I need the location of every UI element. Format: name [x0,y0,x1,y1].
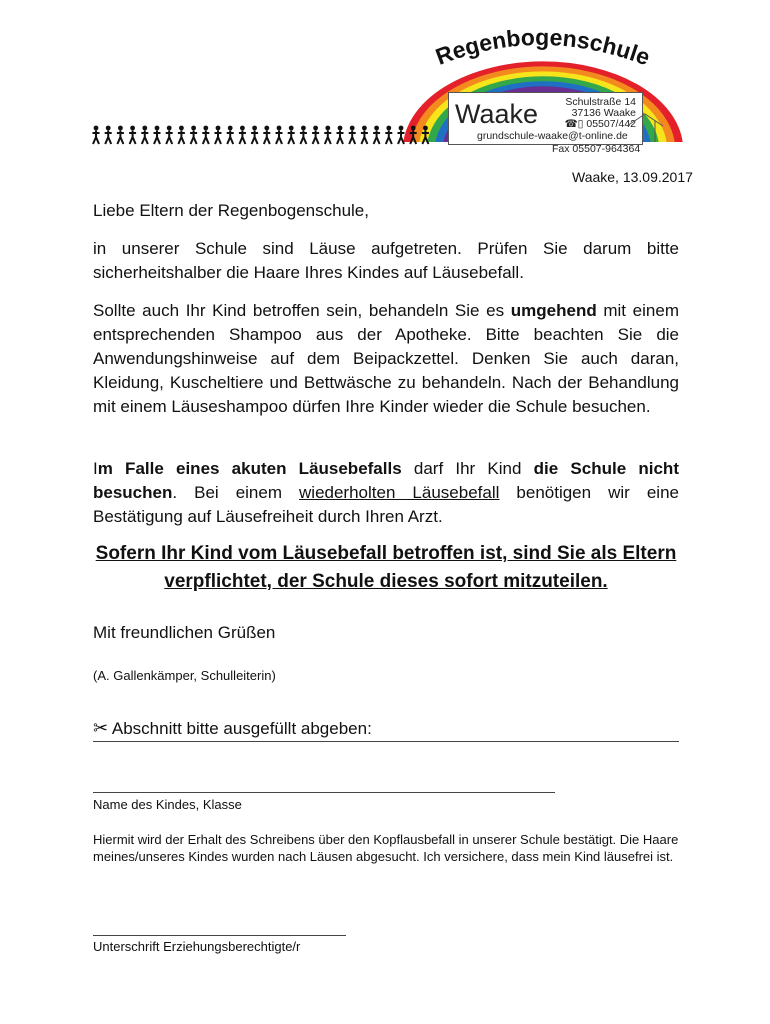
children-row-icon [92,124,437,146]
child-figure-icon [410,126,417,144]
cutoff-divider [93,741,679,742]
greeting: Liebe Eltern der Regenbogenschule, [93,201,369,220]
child-figure-icon [337,126,344,144]
fax: Fax 05507-964364 [552,143,641,155]
para3-text-c: darf Ihr Kind [401,459,534,478]
child-figure-icon [312,126,319,144]
child-figure-icon [215,126,222,144]
child-figure-icon [288,126,295,144]
child-figure-icon [117,126,124,144]
closing: Mit freundlichen Grüßen [93,623,276,642]
para3-text-g: benötigen wir eine Bestätigung auf Läusefreiheit durch Ihren Arzt. [93,483,679,526]
child-figure-icon [141,126,148,144]
confirmation-text: Hiermit wird der Erhalt des Schreibens über den Kopflausbefall in unserer Schule bestätigt. Die Haare meines/unseres Kindes wurden nach Läusen abgesucht. Ich versichere, dass mein Kind läusefrei ist. [93,832,679,864]
signature: (A. Gallenkämper, Schulleiterin) [93,668,276,683]
para3-bold-1: m Falle eines akuten Läusebefalls [97,459,402,478]
paragraph-2 [93,299,679,419]
para3-text-a: I [93,459,98,478]
child-figure-icon [398,126,405,144]
child-figure-icon [154,126,161,144]
child-figure-icon [190,126,197,144]
child-figure-icon [324,126,331,144]
child-figure-icon [239,126,246,144]
child-figure-icon [373,126,380,144]
child-figure-icon [105,126,112,144]
child-figure-icon [422,126,429,144]
para2-bold: umgehend [510,301,597,320]
child-figure-icon [129,126,136,144]
cutoff-line-label [93,716,372,741]
letter-date: Waake, 13.09.2017 [572,169,693,185]
signature-label: Unterschrift Erziehungsberechtigte/r [93,939,301,954]
child-figure-icon [178,126,185,144]
child-figure-icon [361,126,368,144]
phone-icon: ☎▯ [564,118,587,130]
child-figure-icon [263,126,270,144]
school-info-box [448,92,643,145]
signature-line[interactable] [93,935,346,936]
child-figure-icon [276,126,283,144]
important-notice: Sofern Ihr Kind vom Läusebefall betroffen ist, sind Sie als Eltern verpflichtet, der Schule dieses sofort mitzuteilen. [95,543,677,592]
school-name: Waake [455,99,539,129]
child-figure-icon [349,126,356,144]
para3-underlined: wiederholten Läusebefall [299,483,500,502]
child-figure-icon [251,126,258,144]
child-name-line[interactable] [93,792,555,793]
child-figure-icon [93,126,100,144]
school-arc-text: Regenbogenschule [431,23,654,71]
scissors-icon: ✂ [93,718,109,738]
child-name-label: Name des Kindes, Klasse [93,797,242,812]
child-figure-icon [385,126,392,144]
paragraph-1: in unserer Schule sind Läuse aufgetreten. Prüfen Sie darum bitte sicherheitshalber die Haare Ihres Kindes auf Läusebefall. [93,239,679,282]
cutoff-label: Abschnitt bitte ausgefüllt abgeben: [111,719,372,738]
city: 37136 Waake [571,107,636,119]
child-figure-icon [300,126,307,144]
child-figure-icon [202,126,209,144]
para2-text-c: mit einem entsprechenden Shampoo aus der Apotheke. Bitte beachten Sie die Anwendungshinweise auf dem Beipackzettel. Denken Sie auch daran, Kleidung, Kuscheltiere und Bettwäsche zu behandeln. Nach der Behandlung mit einem Läuseshampoo dürfen Ihre Kinder wieder die Schule besuchen. [93,301,679,416]
para2-text-a: Sollte auch Ihr Kind betroffen sein, behandeln Sie es [93,301,511,320]
email: grundschule-waake@t-online.de [477,130,628,142]
para3-bold-2: die Schule nicht besuchen [93,459,679,502]
para3-text-e: . Bei einem [172,483,300,502]
phone: 05507/442 [586,118,636,130]
paragraph-3 [93,457,679,529]
street: Schulstraße 14 [565,96,636,108]
child-figure-icon [227,126,234,144]
child-figure-icon [166,126,173,144]
